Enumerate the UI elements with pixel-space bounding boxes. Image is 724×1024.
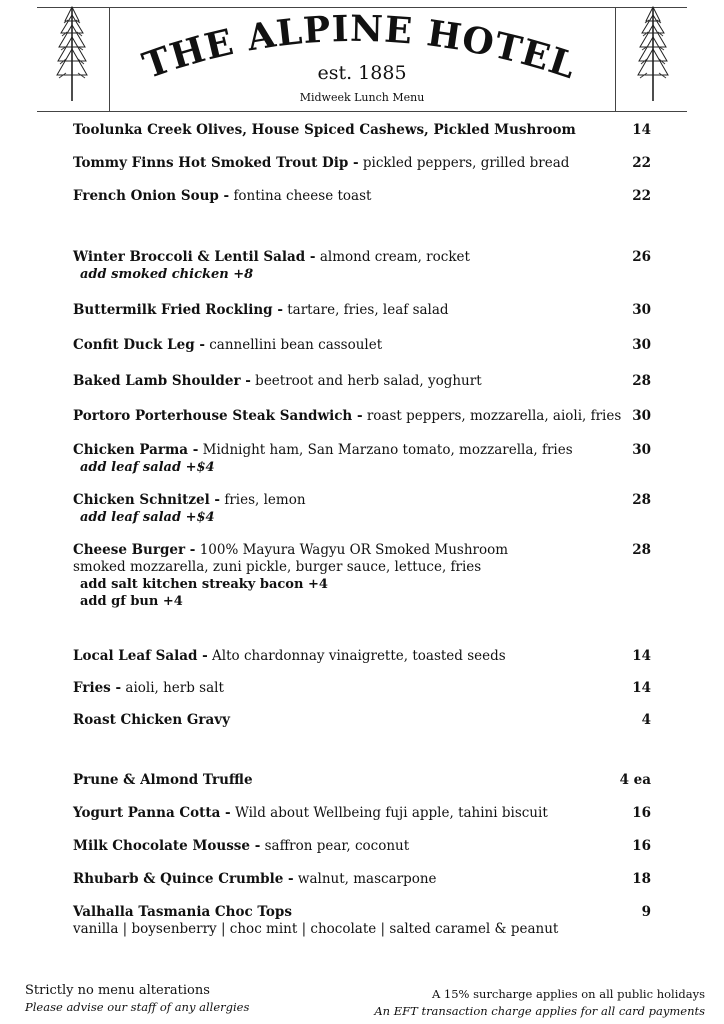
menu-item	[73, 442, 651, 476]
footer-eft-note: An EFT transaction charge applies for all card payments	[374, 1004, 705, 1018]
menu-item	[73, 408, 651, 425]
item-price: 4	[641, 712, 651, 728]
item-description: 100% Mayura Wagyu OR Smoked Mushroom	[199, 542, 509, 558]
item-name: Tommy Finns Hot Smoked Trout Dip -	[73, 155, 359, 171]
menu-item	[73, 648, 651, 665]
item-price: 28	[632, 542, 651, 558]
item-description: Alto chardonnay vinaigrette, toasted seeds	[212, 648, 506, 664]
menu-item	[73, 249, 651, 283]
item-price: 14	[632, 680, 651, 696]
hotel-title-text: THE ALPINE HOTEL	[137, 7, 582, 88]
item-name: Toolunka Creek Olives, House Spiced Cashews, Pickled Mushroom	[73, 122, 576, 138]
menu-item	[73, 838, 651, 855]
item-name: Chicken Parma -	[73, 442, 199, 458]
item-price: 14	[632, 648, 651, 664]
item-name: Baked Lamb Shoulder -	[73, 373, 251, 389]
item-description: beetroot and herb salad, yoghurt	[255, 373, 482, 389]
item-price: 22	[632, 188, 651, 204]
item-price: 28	[632, 492, 651, 508]
item-price: 14	[632, 122, 651, 138]
menu-item	[73, 373, 651, 390]
menu-item	[73, 122, 651, 139]
item-name: Cheese Burger -	[73, 542, 196, 558]
item-price: 28	[632, 373, 651, 389]
item-description: pickled peppers, grilled bread	[362, 155, 570, 171]
item-addon: add leaf salad +$4	[80, 510, 215, 525]
item-name: Valhalla Tasmania Choc Tops	[73, 904, 292, 920]
footer-left	[25, 982, 249, 1016]
item-price: 30	[632, 408, 651, 424]
item-price: 22	[632, 155, 651, 171]
item-name: Buttermilk Fried Rockling -	[73, 302, 283, 318]
menu-name: Midweek Lunch Menu	[299, 91, 425, 104]
footer-surcharge-note: A 15% surcharge applies on all public holidays	[431, 987, 705, 1001]
item-price: 30	[632, 302, 651, 318]
menu-item	[73, 772, 651, 789]
footer-alterations-note: Strictly no menu alterations	[25, 983, 210, 998]
menu-item	[73, 337, 651, 354]
item-extra: add gf bun +4	[80, 594, 183, 609]
item-description: tartare, fries, leaf salad	[287, 302, 449, 318]
item-name: Fries -	[73, 680, 122, 696]
item-extra: add salt kitchen streaky bacon +4	[80, 577, 328, 592]
menu-item	[73, 712, 651, 729]
menu-item	[73, 302, 651, 319]
item-price: 30	[632, 442, 651, 458]
item-name: Local Leaf Salad -	[73, 648, 208, 664]
item-description: walnut, mascarpone	[297, 871, 437, 887]
menu-item	[73, 871, 651, 888]
menu-item	[73, 492, 651, 526]
item-name: Winter Broccoli & Lentil Salad -	[73, 249, 316, 265]
menu-item	[73, 680, 651, 697]
footer-right	[374, 986, 705, 1020]
item-description: cannellini bean cassoulet	[209, 337, 383, 353]
item-description: almond cream, rocket	[319, 249, 470, 265]
item-name: French Onion Soup -	[73, 188, 230, 204]
item-name: Roast Chicken Gravy	[73, 712, 230, 728]
item-addon: add leaf salad +$4	[80, 460, 215, 475]
item-name: Chicken Schnitzel -	[73, 492, 221, 508]
menu-item	[73, 155, 651, 172]
footer-allergy-note: Please advise our staff of any allergies	[25, 1000, 250, 1014]
item-name: Yogurt Panna Cotta -	[73, 805, 231, 821]
menu-item	[73, 188, 651, 205]
item-name: Portoro Porterhouse Steak Sandwich -	[73, 408, 363, 424]
item-addon: add smoked chicken +8	[80, 267, 254, 282]
established-year: est. 1885	[317, 62, 407, 84]
item-name: Prune & Almond Truffle	[73, 772, 253, 788]
item-description: fontina cheese toast	[233, 188, 372, 204]
item-name: Rhubarb & Quince Crumble -	[73, 871, 294, 887]
item-name: Confit Duck Leg -	[73, 337, 205, 353]
item-description-line2: vanilla | boysenberry | choc mint | chocolate | salted caramel & peanut	[73, 921, 559, 937]
pine-tree-icon	[52, 3, 92, 103]
item-description: saffron pear, coconut	[264, 838, 410, 854]
item-price: 16	[632, 838, 651, 854]
menu-item	[73, 805, 651, 822]
item-name: Milk Chocolate Mousse -	[73, 838, 261, 854]
menu-item	[73, 904, 651, 938]
item-description: Wild about Wellbeing fuji apple, tahini biscuit	[234, 805, 548, 821]
item-price: 9	[641, 904, 651, 920]
item-price: 18	[632, 871, 651, 887]
pine-tree-icon	[633, 3, 673, 103]
menu-item	[73, 542, 651, 610]
item-description-line2: smoked mozzarella, zuni pickle, burger sauce, lettuce, fries	[73, 559, 482, 575]
item-price: 30	[632, 337, 651, 353]
item-description: Midnight ham, San Marzano tomato, mozzarella, fries	[202, 442, 573, 458]
item-price: 26	[632, 249, 651, 265]
item-description: roast peppers, mozzarella, aioli, fries	[366, 408, 622, 424]
item-description: fries, lemon	[224, 492, 306, 508]
item-price: 4 ea	[619, 772, 651, 788]
item-price: 16	[632, 805, 651, 821]
item-description: aioli, herb salt	[125, 680, 224, 696]
